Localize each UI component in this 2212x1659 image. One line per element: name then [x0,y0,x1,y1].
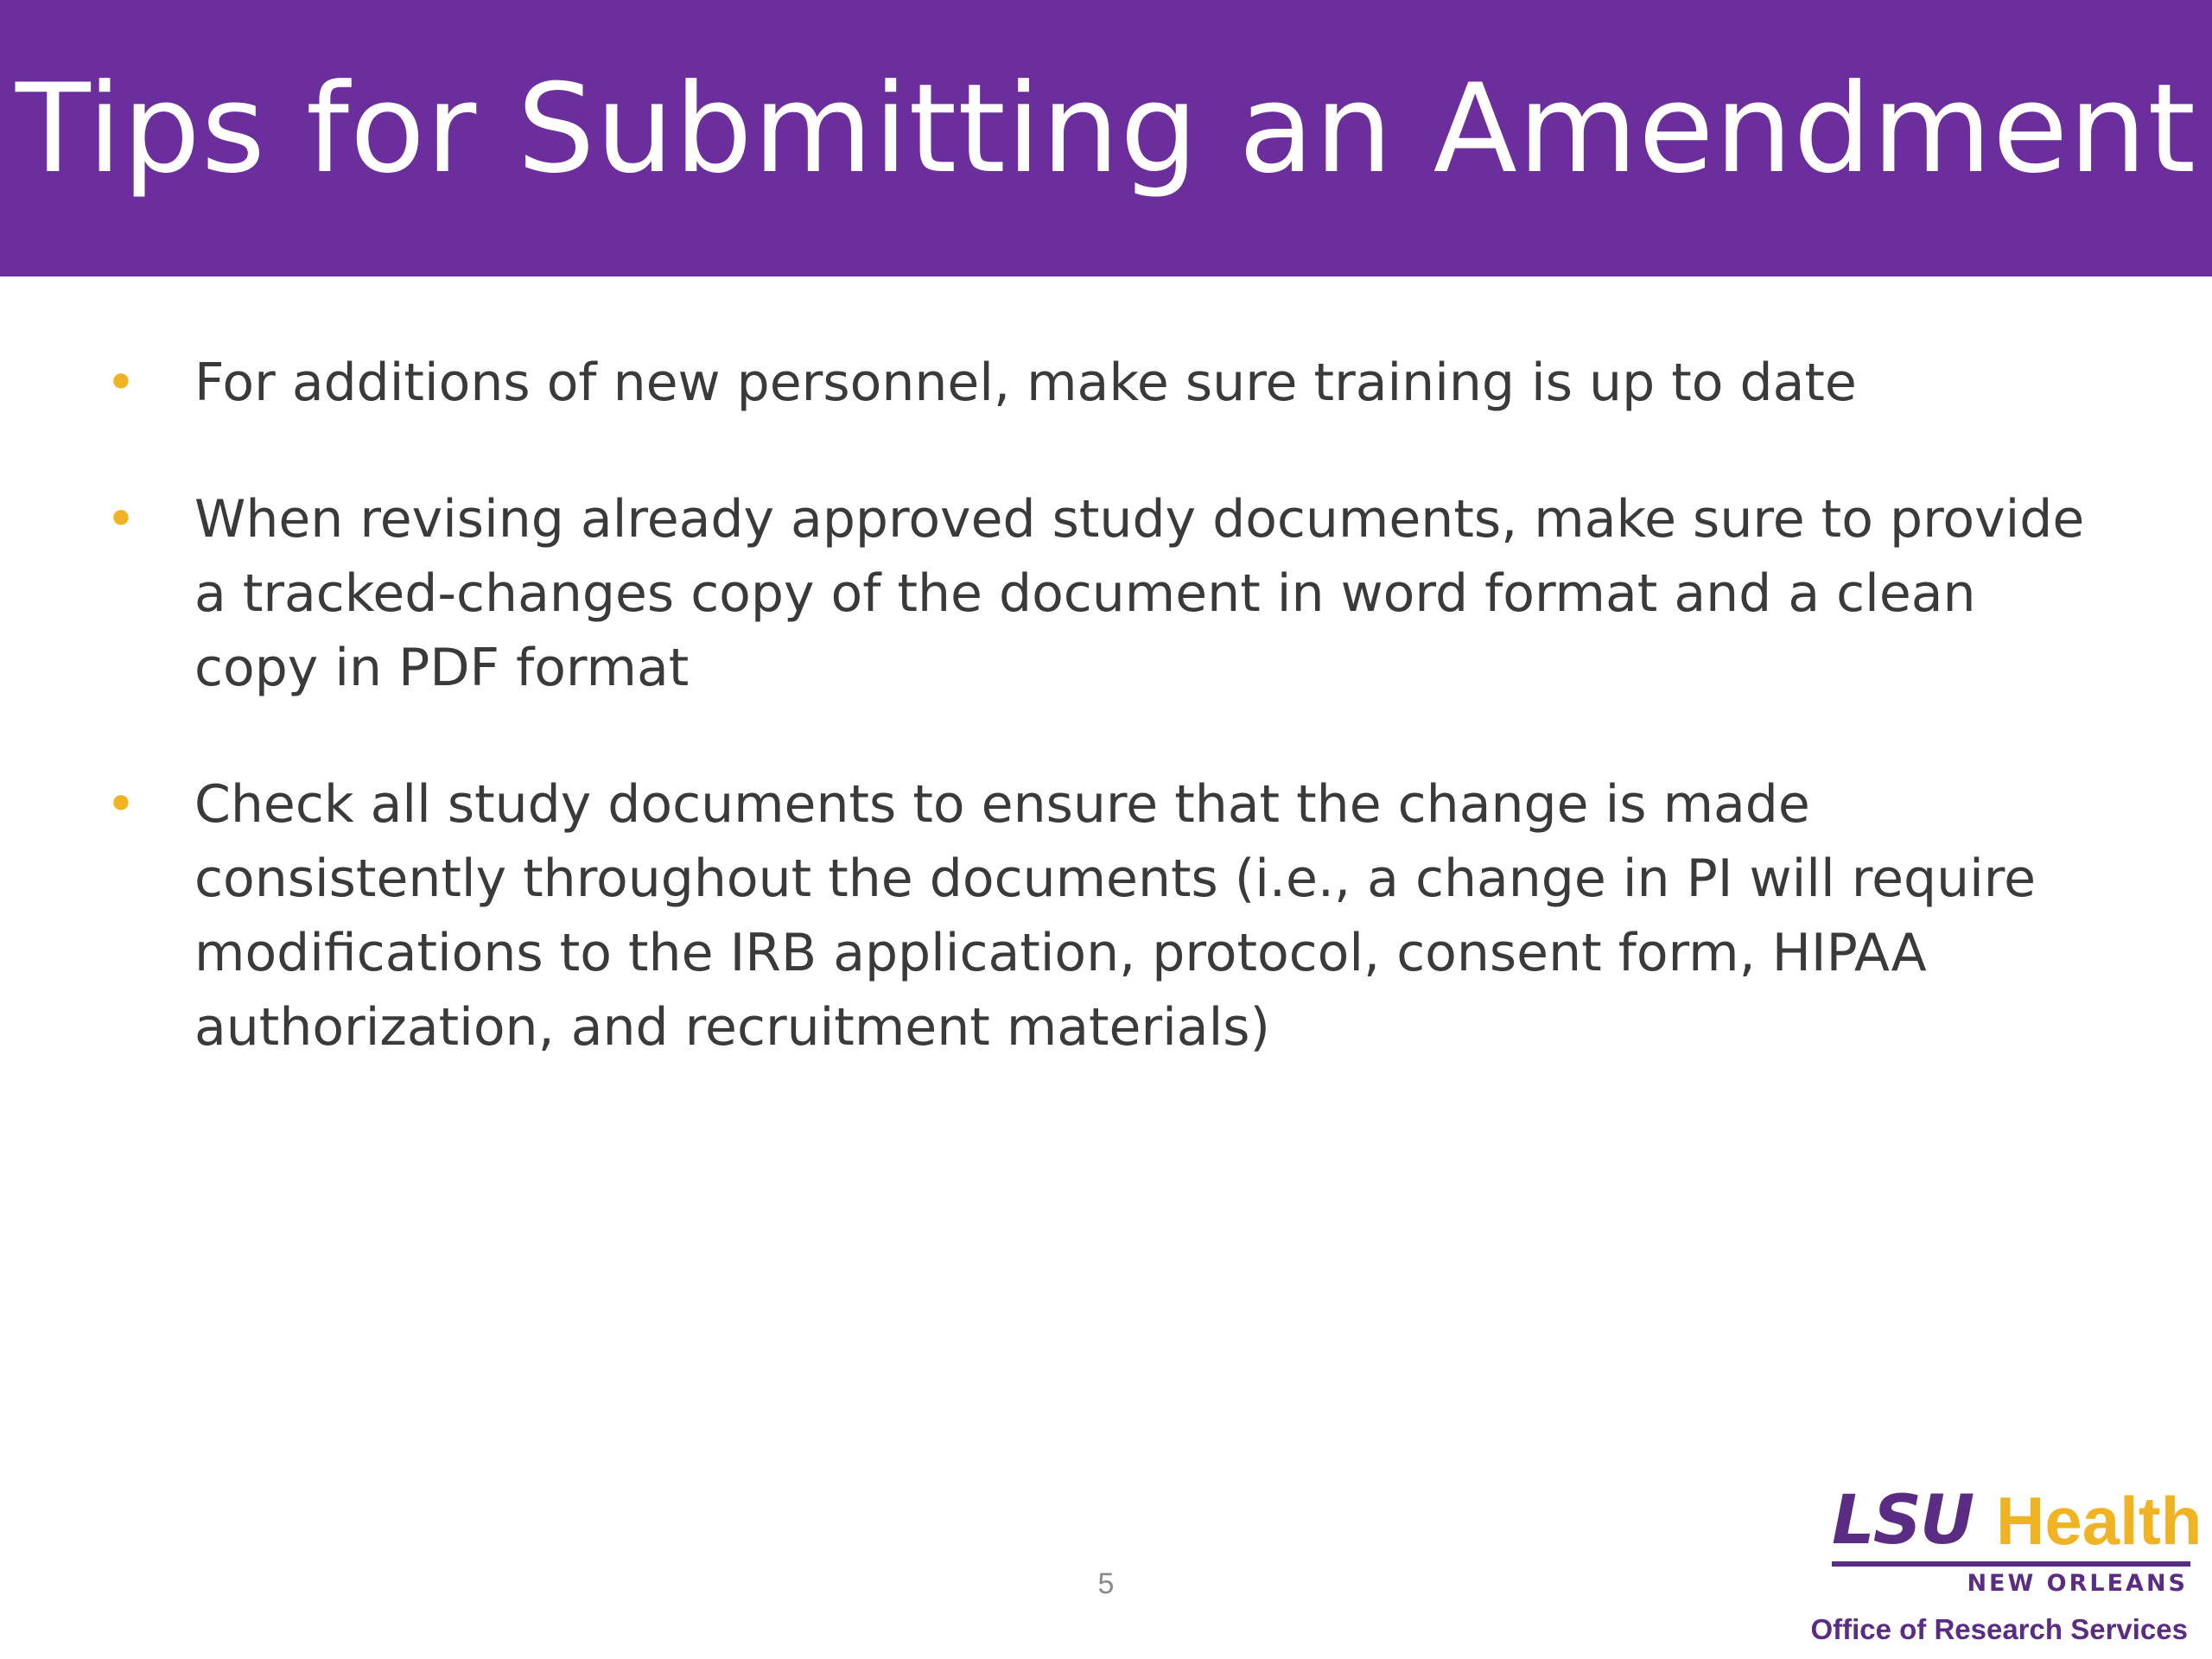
bullet-text: Check all study documents to ensure that the change is made consistently throughout the documents (i.e., a change in PI will require modifications to the IRB application, protocol, consent form, HIPAA authorization, and recruitment materials) [194,774,2037,1058]
bullet-dot-icon: • [105,774,137,835]
bullet-list [104,346,2091,1127]
bullet-item [104,346,2091,420]
bullet-dot-icon: • [105,353,137,413]
page-number: 5 [1097,1567,1115,1600]
lsu-health-logo [1810,1482,2202,1650]
bullet-item [104,767,2091,1065]
title-bar [0,0,2212,276]
bullet-item [104,482,2091,705]
logo-city-text: NEW ORLEANS [1967,1570,2188,1597]
logo-lsu-text: LSU [1832,1482,1974,1560]
logo-office-text: Office of Research Services [1810,1613,2188,1645]
bullet-text: When revising already approved study documents, make sure to provide a tracked-changes copy of the document in word format and a clean copy in PDF format [194,489,2085,698]
logo-health-text: Health [1996,1483,2202,1559]
slide-title: Tips for Submitting an Amendment [15,58,2197,200]
bullet-text: For additions of new personnel, make sure training is up to date [194,353,1857,413]
bullet-dot-icon: • [105,489,137,550]
logo-divider [1832,1561,2190,1567]
